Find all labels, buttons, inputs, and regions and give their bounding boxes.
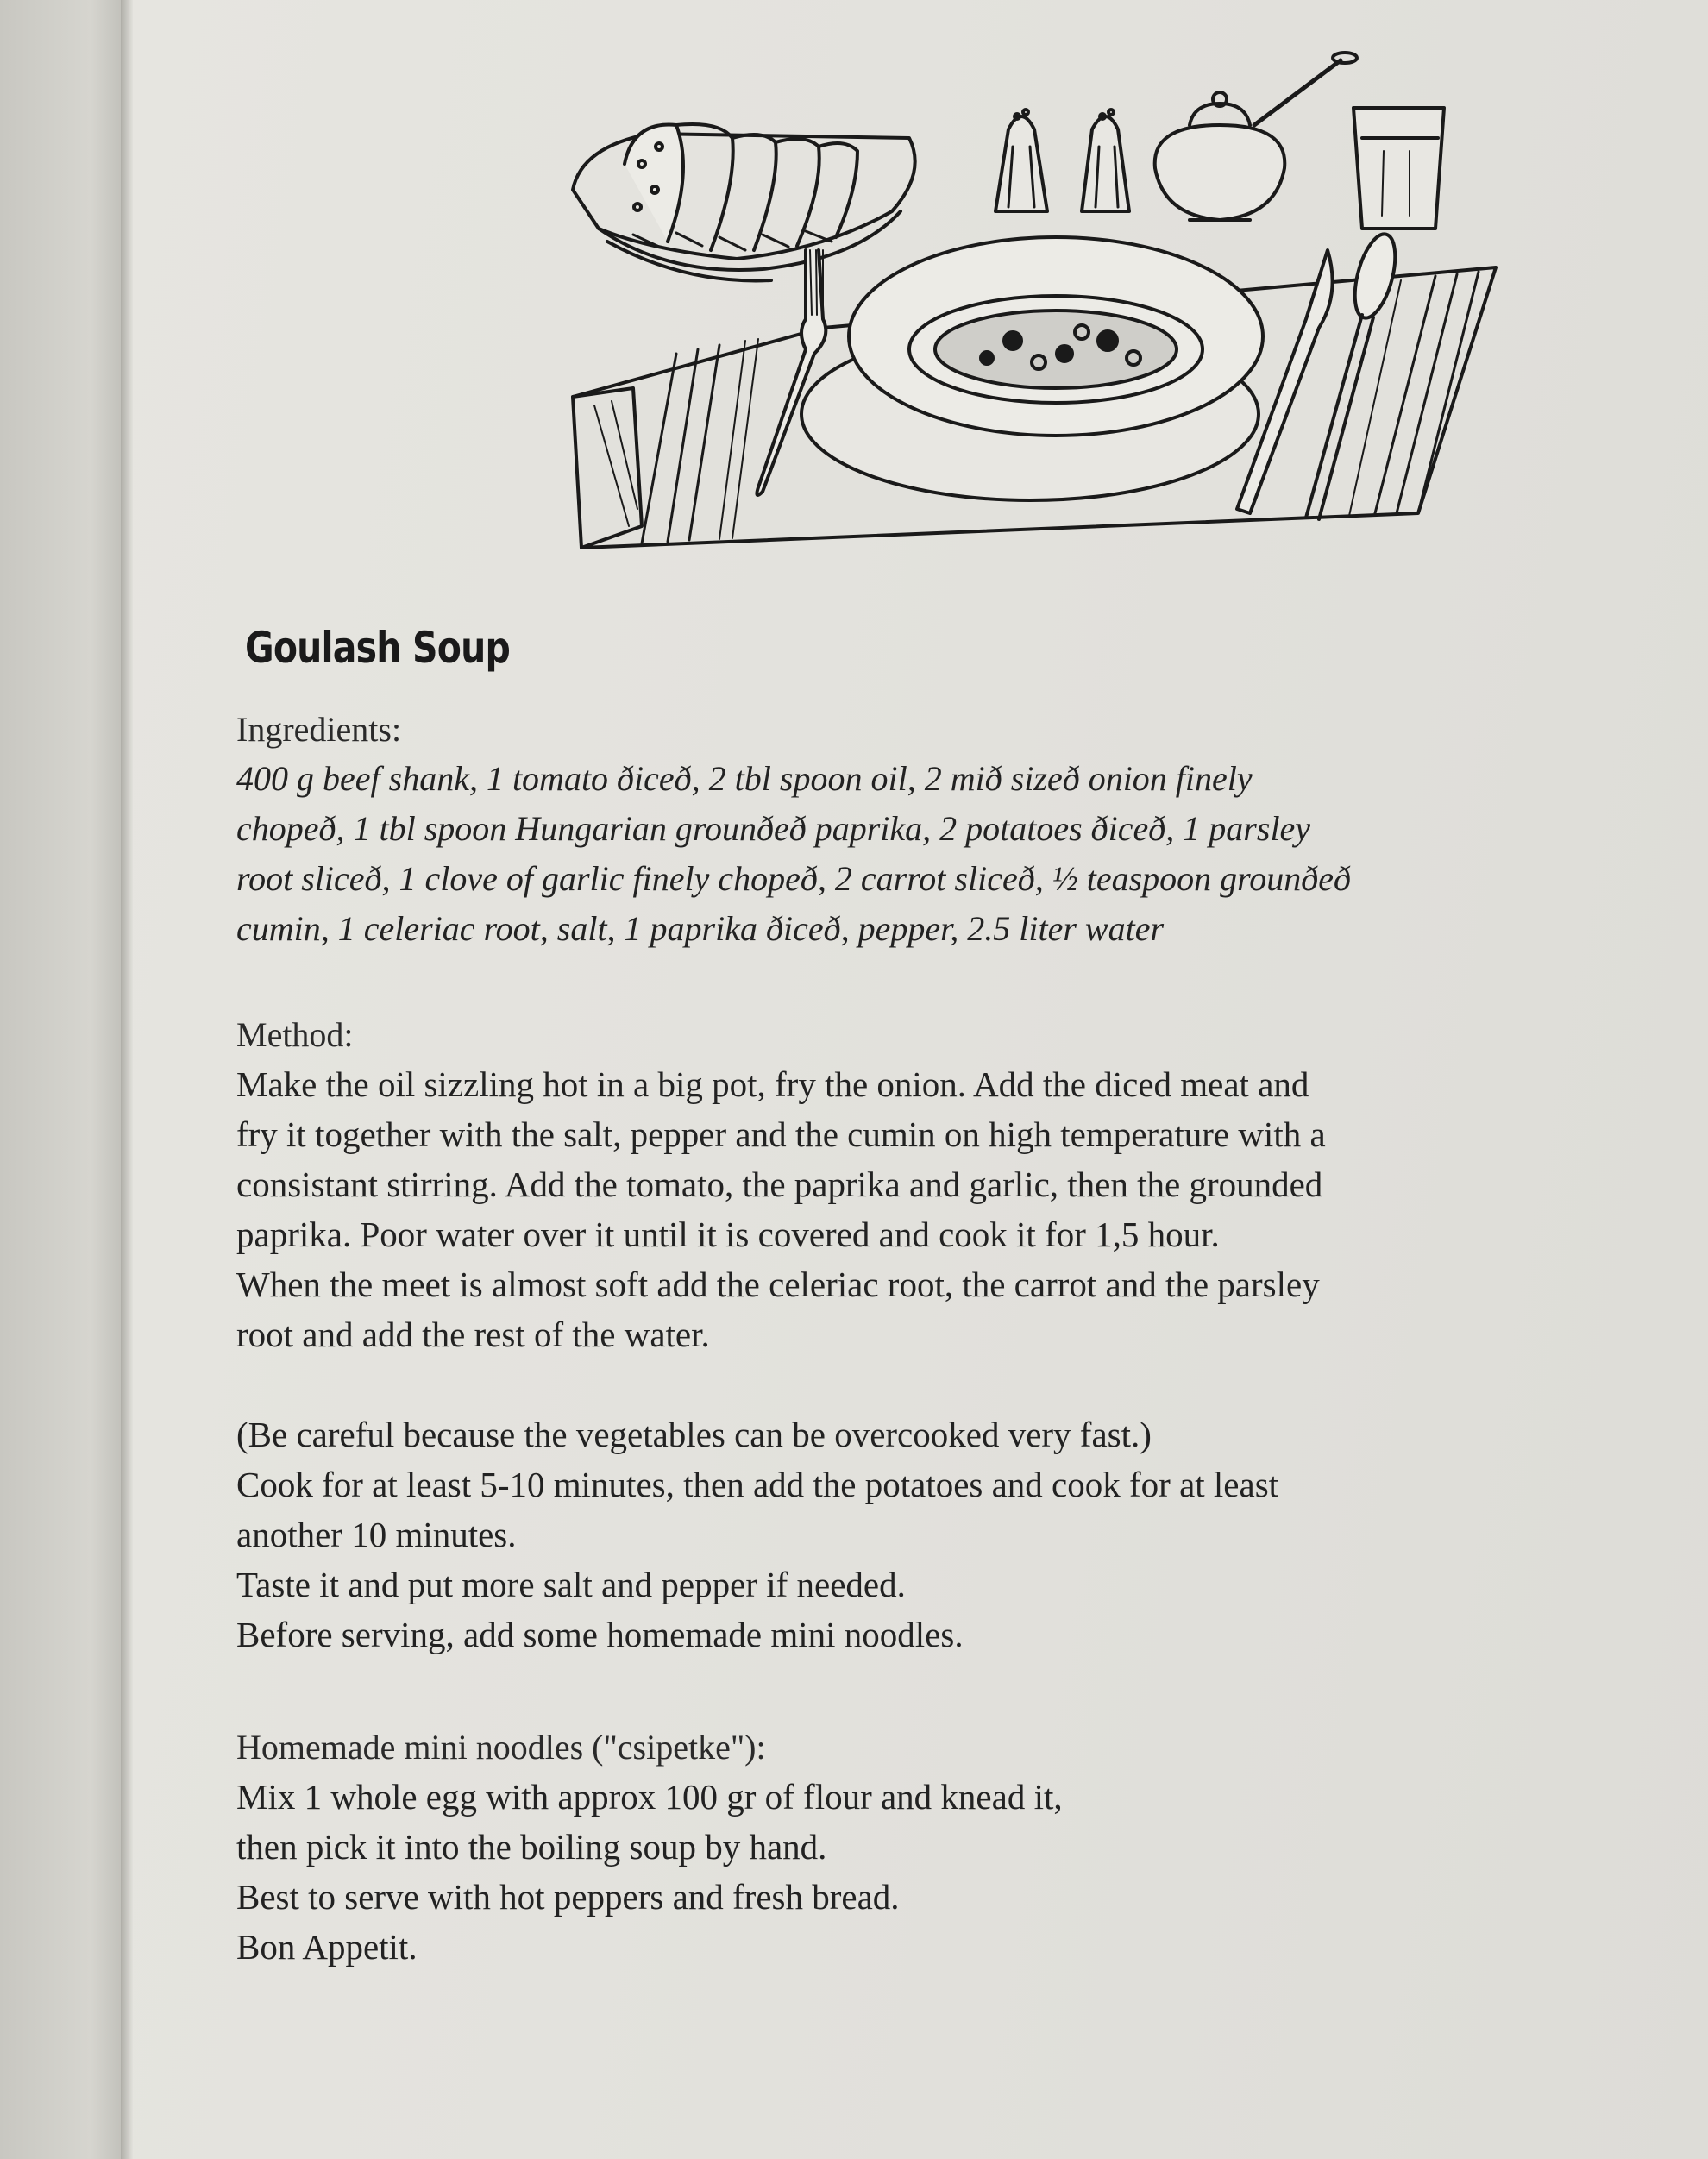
sugar-bowl-icon — [1155, 53, 1357, 220]
method-line: fry it together with the salt, pepper and the cumin on high temperature with a — [236, 1114, 1326, 1154]
method-line: Cook for at least 5-10 minutes, then add the potatoes and cook for at least — [236, 1465, 1279, 1504]
method-line: Taste it and put more salt and pepper if needed. — [236, 1565, 906, 1604]
noodles-heading: Homemade mini noodles ("csipetke"): — [236, 1728, 766, 1767]
method-line: root and add the rest of the water. — [236, 1315, 710, 1354]
ingredients-line: 400 g beef shank, 1 tomato ðiceð, 2 tbl spoon oil, 2 mið sizeð onion finely — [236, 759, 1253, 798]
ingredients-line: root sliceð, 1 clove of garlic finely chopeð, 2 carrot sliceð, ½ teaspoon grounðeð — [236, 859, 1351, 898]
noodles-line: Mix 1 whole egg with approx 100 gr of flour and knead it, — [236, 1777, 1063, 1817]
facing-page-edge — [0, 0, 129, 2159]
method-line: Make the oil sizzling hot in a big pot, fry the onion. Add the diced meat and — [236, 1064, 1309, 1104]
method-line: paprika. Poor water over it until it is covered and cook it for 1,5 hour. — [236, 1214, 1220, 1254]
table-setting-illustration — [547, 43, 1617, 561]
noodles-line: Bon Appetit. — [236, 1927, 418, 1967]
pepper-shaker-icon — [1082, 110, 1129, 211]
water-glass-icon — [1353, 108, 1444, 229]
salt-shaker-icon — [995, 110, 1047, 211]
method-line: another 10 minutes. — [236, 1515, 517, 1554]
ingredients-heading: Ingredients: — [236, 710, 402, 749]
ingredients-line: chopeð, 1 tbl spoon Hungarian grounðeð paprika, 2 potatoes ðiceð, 1 parsley — [236, 809, 1311, 848]
method-line: Before serving, add some homemade mini noodles. — [236, 1615, 964, 1654]
ingredients-line: cumin, 1 celeriac root, salt, 1 paprika ðiceð, pepper, 2.5 liter water — [236, 909, 1165, 948]
method-line: When the meet is almost soft add the celeriac root, the carrot and the parsley — [236, 1265, 1320, 1304]
noodles-line: then pick it into the boiling soup by hand. — [236, 1827, 827, 1867]
method-section — [236, 1011, 1677, 1660]
noodles-section — [236, 1723, 1677, 1972]
book-spine — [121, 0, 133, 2159]
recipe-title: Goulash Soup — [245, 623, 511, 673]
method-heading: Method: — [236, 1015, 354, 1054]
soup-plate-icon — [801, 237, 1263, 500]
method-line: (Be careful because the vegetables can be overcooked very fast.) — [236, 1415, 1152, 1454]
method-line: consistant stirring. Add the tomato, the paprika and garlic, then the grounded — [236, 1164, 1323, 1204]
recipe-page — [133, 0, 1708, 2159]
noodles-line: Best to serve with hot peppers and fresh bread. — [236, 1877, 900, 1917]
ingredients-section — [236, 706, 1677, 954]
bread-basket-icon — [573, 124, 915, 280]
